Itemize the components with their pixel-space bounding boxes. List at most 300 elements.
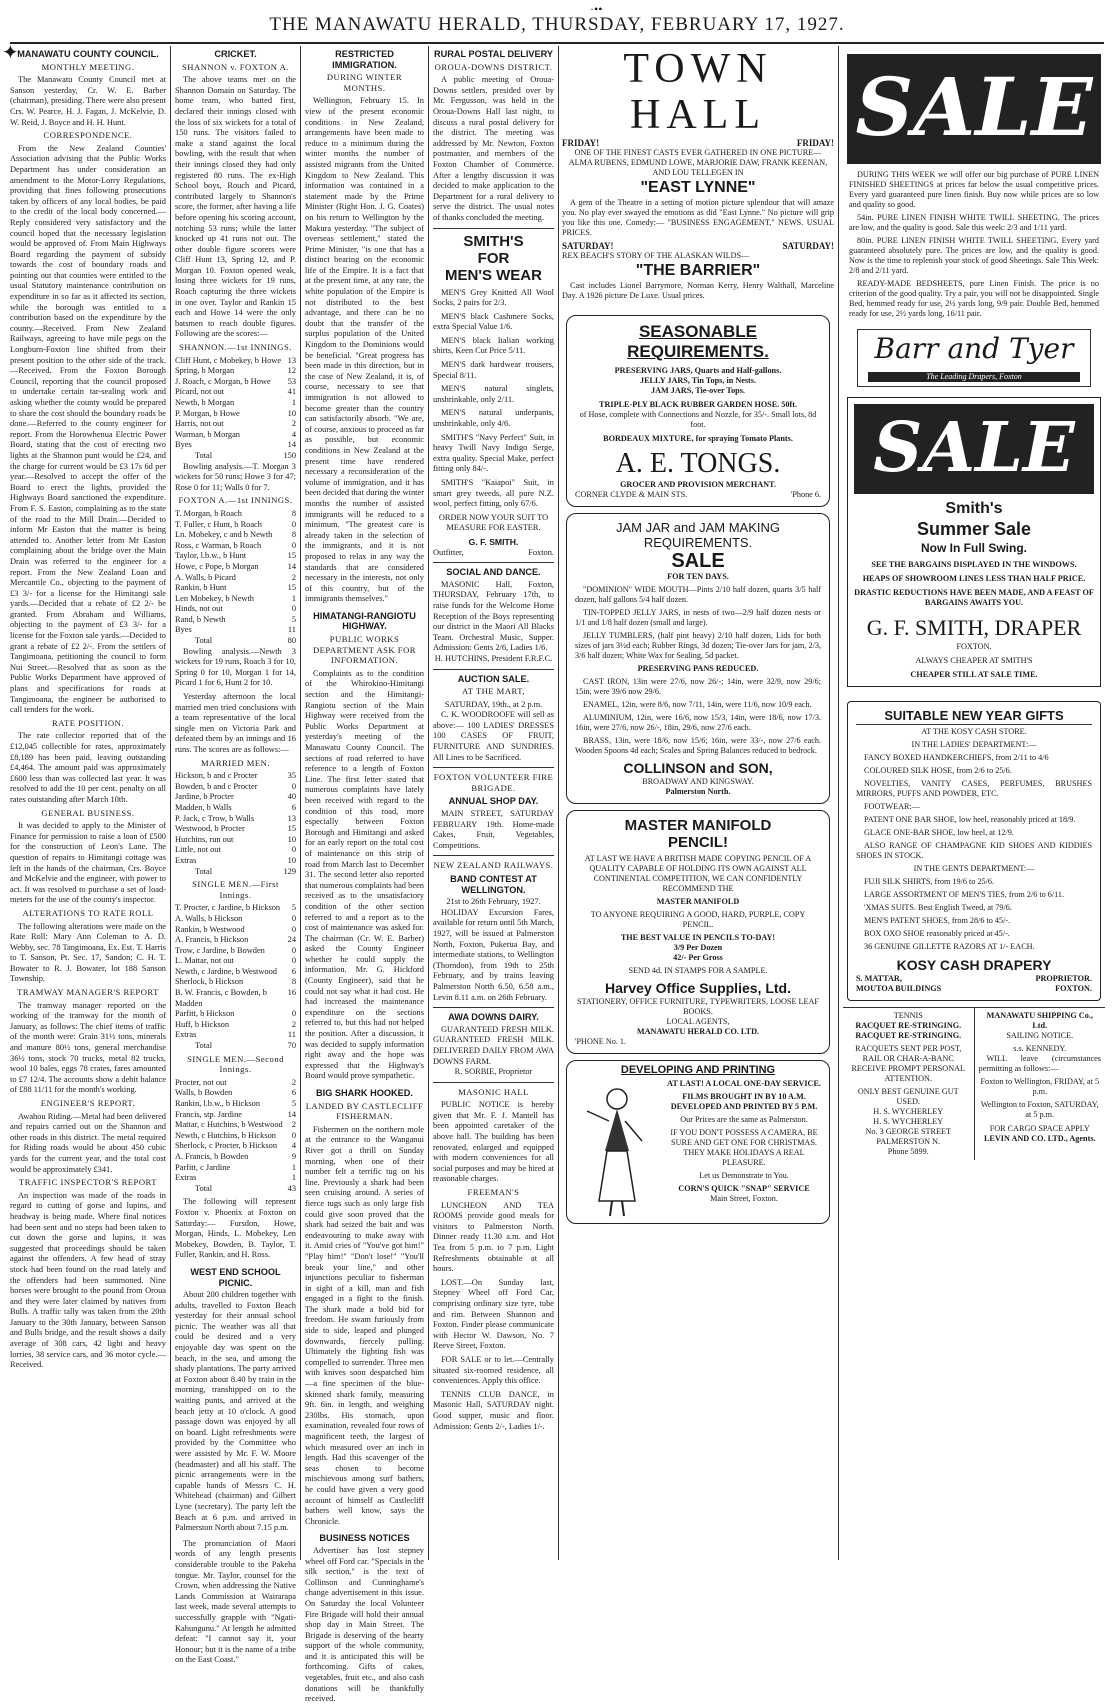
smith-sale-ad <box>847 397 1101 687</box>
score-row <box>175 541 296 552</box>
player-runs: 8 <box>291 508 296 518</box>
player-name: Newth, c Hutchins, b Hickson <box>175 1130 276 1140</box>
player-runs: 2 <box>291 1077 296 1087</box>
article-heading: RESTRICTED IMMIGRATION. <box>332 49 397 70</box>
notice-subheading: AT THE MART, <box>461 686 526 697</box>
score-row <box>175 856 296 867</box>
player-runs: 0 <box>291 1130 296 1140</box>
score-row <box>175 1131 296 1142</box>
list-item: TIN-TOPPED JELLY JARS, in nests of two—2/9 half dozen nests or 1/1 and 1/8 half dozen (small and large). <box>575 608 821 627</box>
notice-heading: FOXTON VOLUNTEER FIRE BRIGADE. <box>433 772 554 793</box>
player-name: P. Jack, c Trow, b Walls <box>175 813 255 823</box>
developing-line: Main Street, Foxton. <box>710 1194 778 1203</box>
player-name: Byes <box>175 440 192 450</box>
tennis-notice <box>843 1008 975 1160</box>
score-total: Total 150 <box>195 450 296 460</box>
score-total: Total 80 <box>195 636 296 646</box>
notice-signature: R. SORBIE, Proprietor <box>454 1067 533 1077</box>
player-name: Sherlock, c Procter, b Hickson <box>175 1141 278 1151</box>
tongs-sub: GROCER AND PROVISION MERCHANT. <box>620 480 776 489</box>
gfsmith-town: FOXTON. <box>956 642 992 651</box>
player-runs: 1 <box>291 1173 296 1183</box>
smith-sale-name: Smith's <box>945 500 1003 517</box>
score-row <box>175 594 296 605</box>
player-runs: 14 <box>287 440 296 450</box>
section-heading: CORRESPONDENCE. <box>43 130 133 141</box>
player-name: T. Fuller, c Hunt, b Roach <box>175 519 262 529</box>
list-line: H. S. WYCHERLEY <box>873 1107 944 1116</box>
score-row <box>175 935 296 946</box>
player-name: Madden, b Walls <box>175 802 232 812</box>
section-heading: ENGINEER'S REPORT. <box>40 1098 136 1108</box>
article-text: Awahou Riding.—Metal had been delivered and repairs carried out on the Shannon and other roads in this district. The metal required for Riding roads would be about 450 cubic yards for the current year, and the total cost would be approximately £341. <box>10 1111 166 1174</box>
player-name: J. Roach, c Morgan, b Howe <box>175 376 271 386</box>
player-runs: 24 <box>287 935 296 945</box>
score-row <box>175 803 296 814</box>
player-name: Len Mobekey, b Newth <box>175 593 254 603</box>
section-heading: RATE POSITION. <box>52 717 124 728</box>
player-name: Cliff Hunt, c Mobekey, b Howe <box>175 355 282 365</box>
notice-text: C. K. WOODROOFE will sell as above:— 100 LADIES' DRESSES 100 CASES OF FRUIT, FURNITURE AND SUNDRIES. All Lines to be Sacrificed. <box>433 710 554 762</box>
gfsmith-line: CHEAPER STILL AT SALE TIME. <box>910 670 1038 679</box>
section-heading: ALTERATIONS TO RATE ROLL <box>22 907 154 918</box>
harvey-phone: 'PHONE No. 1. <box>575 1037 627 1046</box>
gifts-items <box>856 753 1092 861</box>
player-name: P. Morgan, b Howe <box>175 408 240 418</box>
score-row <box>175 1163 296 1174</box>
list-item: MEN'S natural singlets, unshrinkable, only 2/11. <box>433 384 554 404</box>
player-runs: 2 <box>291 1120 296 1130</box>
shipping-line: Wellington to Foxton, SATURDAY, at 5 p.m. <box>980 1100 1099 1119</box>
player-name: Parfitt, c Jardine <box>175 1162 231 1172</box>
score-row <box>175 509 296 520</box>
article-subheading: OROUA-DOWNS DISTRICT. <box>434 61 553 72</box>
notice-date: 21st to 26th February, 1927. <box>446 897 541 907</box>
tongs-title: SEASONABLE REQUIREMENTS. <box>627 322 769 361</box>
list-item: CAST IRON, 13in were 27/6, now 26/-; 14in, were 32/9, now 29/6; 15in, were 39/6 now 29/6. <box>575 677 821 696</box>
list-line: H. S. WYCHERLEY <box>873 1117 944 1126</box>
notice-heading: NEW ZEALAND RAILWAYS. <box>433 860 554 871</box>
gifts-sub: AT THE KOSY CASH STORE. <box>921 727 1027 736</box>
player-runs: 6 <box>291 1088 296 1098</box>
article-text: Complaints as to the condition of the Whirokino-Himitangi section and the Himitangi-Rangiotu section of the Main Highway were received from the Public Works Department at yesterday's meeting of the Manawatu County Council. The sections of road referred to have reference to a length of Foxton Line. The first letter stated that numerous complaints have lately been received with regard to the condition of this road, more especially between Foxton Borough and Himitangi and asked for an early report on the total cost of maintenance on this strip of road from March last to December 31. The second letter also reported that numerous complaints had been received as to the unsatisfactory condition of the other section referred to and a report as to the cost of maintenance was asked for. The chairman (Cr. W. E. Barber) asked the County Engineer whether he could supply the information. Mr. G. Hickford (County Engineer), said that he could not say what it had cost. He had increased the maintenance expenditure on the sections referred to, but this had not helped the position. After a discussion, it was decided to supply information right away and the hope was expressed that the Highway's Board would prove sympathetic. <box>305 668 424 1081</box>
player-runs: 6 <box>291 802 296 812</box>
article-text: Advertiser has lost stepney wheel off Ford car. "Specials in the silk section," is the text of Collinson and Cunninghame's change advertisement in this issue. On Saturday the local Volunteer Fire Brigade will hold their annual shop day in Main Street. The Brigade is deserving of the hearty support of the whole community, and it is anticipated this will be forthcoming. Gifts of cakes, vegetables, fruit etc., and also cash donations will be thankfully received. <box>305 1545 424 1704</box>
score-row <box>175 440 296 451</box>
score-total: Total 43 <box>195 1183 296 1193</box>
score-total: Total 129 <box>195 866 296 876</box>
pencil-text: TO ANYONE REQUIRING A GOOD, HARD, PURPLE, COPY PENCIL. <box>590 910 806 929</box>
pencil-ad <box>566 810 830 1054</box>
player-name: Extras <box>175 1173 197 1183</box>
gifts-dept: IN THE GENTS DEPARTMENT:— <box>913 864 1035 873</box>
player-name: A. Francis, b Bowden <box>175 1151 249 1161</box>
column-immigration <box>305 46 424 1704</box>
score-row <box>175 1141 296 1152</box>
gifts-title: SUITABLE NEW YEAR GIFTS <box>856 708 1092 725</box>
player-name: T. Procter, c Jardine, b Hickson <box>175 903 281 913</box>
player-runs: 1 <box>291 1162 296 1172</box>
collinson-name: COLLINSON and SON, <box>623 760 773 776</box>
townhall-actors: ALMA RUBENS, EDMUND LOWE, MARJORIE DAW, FRANK KEENAN, AND LOU TELLEGEN IN <box>568 158 828 177</box>
score-row <box>175 782 296 793</box>
player-runs: 8 <box>291 530 296 540</box>
article-heading: MANAWATU COUNTY COUNCIL. <box>17 49 159 59</box>
barr-ad-items <box>849 213 1099 319</box>
player-name: Rankin, b Westwood <box>175 924 245 934</box>
player-runs: 8 <box>291 977 296 987</box>
townhall-days: SATURDAY! SATURDAY! <box>562 241 834 251</box>
list-item: READY-MADE BEDSHEETS, pure Linen Finish. The price is no criterion of the good quality. Try a pair, you will not be disappointed. Single Bed, hemmed ready for use, 2½ yards long, 9/9 pair. Double Bed, hemmed ready for use, 2½ yards long, 16/11 pair. <box>849 279 1099 318</box>
developing-line: AT LAST! A LOCAL ONE-DAY SERVICE. <box>667 1079 821 1088</box>
notice-heading: MASONIC HALL <box>458 1086 529 1097</box>
article-subheading: DURING WINTER MONTHS. <box>326 72 403 93</box>
score-row <box>175 814 296 825</box>
score-row <box>175 356 296 367</box>
score-table <box>175 509 296 636</box>
player-runs: 11 <box>287 625 296 635</box>
player-name: Newth, b Morgan <box>175 398 235 407</box>
column-rule <box>170 46 171 1560</box>
score-row <box>175 1009 296 1020</box>
column-rule <box>558 46 559 1560</box>
list-item: FANCY BOXED HANDKERCHIEFS, from 2/11 to 4/6 <box>864 753 1049 762</box>
article-text: A public meeting of Oroua-Downs settlers, presided over by Mr. Fergusson, was held in the Oroua-Downs Hall last night, to discuss a rural postal delivery for the district. The meeting was addressed by Mr. Newton, Foxton postmaster, and members of the Foxton Chamber of Commerce. After a lengthy discussion it was decided to make application to the Department for a rural delivery to serve the district. The usual notes of thanks concluded the meeting. <box>433 75 554 222</box>
kosy-ad <box>847 701 1101 1001</box>
shipping-notice <box>975 1008 1106 1160</box>
player-runs: 41 <box>287 387 296 397</box>
player-name: Byes <box>175 625 192 635</box>
jam-title: JAM JAR and JAM MAKING REQUIREMENTS. <box>616 520 780 550</box>
harvey-co: MANAWATU HERALD CO. LTD. <box>636 1027 760 1036</box>
masthead-rule <box>10 42 1104 44</box>
notice-text: HOLIDAY Excursion Fares, available for return until 5th March, 1927, will be issued at Palmerston North, Foxton, Pukerua Bay, and intermediate stations, to Wellington (Thorndon), from 19th to 25th February, and by trains leaving Palmerston North 6.50, 6.58 a.m., Levin 8.11 a.m. on 26th February. <box>433 907 554 1002</box>
jam-items <box>575 585 821 661</box>
notice-text: PUBLIC NOTICE is hereby given that Mr. F. J. Mantell has been appointed caretaker of the above hall. The building has been renovated, enlarged and equipped with modern conveniences for all social purposes and may be hired at reasonable charges. <box>433 1100 554 1184</box>
section-heading: TRAFFIC INSPECTOR'S REPORT <box>18 1177 158 1188</box>
tongs-name: A. E. TONGS. <box>615 448 781 479</box>
score-row <box>175 946 296 957</box>
player-name: Hinds, not out <box>175 604 223 614</box>
pencil-title: MASTER MANIFOLD PENCIL! <box>624 817 772 851</box>
tennis-signature <box>847 1107 970 1157</box>
article-text: Fishermen on the northern mole at the entrance to the Wanganui River got a thrill on Sunday morning, when one of their number felt a terrific tug on his line. Previously a shark had been seen cruising around. A series of fierce tugs such as only large fish could give soon proved that the shark had seized the bait and was endeavouring to make away with it. Amid cries of "You've got him!" "Play him!" "Don't lose!" "You'll break your line," and other injunctions peculiar to fisherman in sight of a kill, man and fish engaged in a fight to the finish. The shark made a bold bid for freedom. He swam furiously from side to side, leaped and plunged downwards, fiercely pulling. Ultimately the fighting fish was compelled to surrender. Three men with knives soon despatched him—a fine specimen of the blue-skinned shark family, measuring 9ft. 6in. in length, and weighing 230lbs. His stomach, upon examination, revealed four rows of magnificent teeth, the largest of which measured over an inch in length. Had this scavenger of the seas chosen to become mischievous among surf bathers, he could have given a very good account of himself as Castlecliff bathers well know, says the Chronicle. <box>305 1124 424 1526</box>
developing-title: DEVELOPING AND PRINTING <box>620 1064 776 1076</box>
developing-line: CORN'S QUICK "SNAP" SERVICE <box>678 1184 810 1193</box>
masthead-mark: ·•• <box>590 2 603 16</box>
score-row <box>175 1020 296 1031</box>
score-row <box>175 583 296 594</box>
score-row <box>175 1152 296 1163</box>
sale-banner-text: SALE <box>873 408 1075 488</box>
player-name: Hutchins, run out <box>175 834 234 844</box>
player-name: Jardine, b Procter <box>175 792 234 802</box>
player-name: Ross, c Warman, b Roach <box>175 540 262 550</box>
townhall-days: FRIDAY! FRIDAY! <box>562 138 834 148</box>
player-runs: 0 <box>291 956 296 966</box>
score-row <box>175 419 296 430</box>
article-heading: WEST END SCHOOL PICNIC. <box>190 1266 281 1288</box>
innings-heading: SHANNON.—1st INNINGS. <box>179 342 292 353</box>
article-text: The pronunciation of Maori words of any length presents considerable trouble to the Pakeha tongue. Mr. Taylor, counsel for the Crown, when addressing the Native Lands Commission at Wairarapa last week, made several attempts to successfully grapple with "Ngati-Kahungunu." At length he admitted defeat: "I cannot say it, your Honour; but it is the name of a tribe on the East Coast." <box>175 1538 296 1665</box>
bottom-notices <box>843 1007 1105 1160</box>
article-text: The above teams met on the Shannon Domain on Saturday. The home team, who batted first, declared their innings closed with the loss of six wickets for a total of 150 runs. The visitors failed to make a stand against the local bowling, with the result that when their innings closed they had only registered 80 runs. The ex-High School boys, Rouch and Picard, contributed largely to Shannon's score, the former, after having a life before opening his scoring account, notching 53 runs; while the latter knocked up 41 runs not out. The other double figure scorers were Cliff Hunt 13, Spring 12, and P. Morgan 10. Foxton opened weak, losing three wickets for 19 runs, Roach capturing the three wickets in one over. Taylor and Rankin 15 each and Howe 14 were the only batsmen to reach double figures. Following are the scores:— <box>175 75 296 339</box>
smith-ad-title: SMITH'S FOR MEN'S WEAR <box>445 232 542 284</box>
jam-days: FOR TEN DAYS. <box>667 572 729 581</box>
player-runs: 9 <box>291 1151 296 1161</box>
score-table <box>175 1078 296 1184</box>
list-item: SMITH'S "Kaiapoi" Suit, in smart grey tweeds, all pure N.Z. wool, perfect fitting, only 67/6. <box>433 478 554 509</box>
score-row <box>175 377 296 388</box>
player-runs: 11 <box>287 1030 296 1040</box>
barr-logo: Barr and Tyer The Leading Drapers, Foxton <box>857 329 1091 387</box>
notice-heading: ANNUAL SHOP DAY. <box>448 796 539 807</box>
shipping-line: Foxton to Wellington, FRIDAY, at 5 p.m. <box>980 1077 1100 1096</box>
list-item: 54in. PURE LINEN FINISH WHITE TWILL SHEETING. The prices are low, and the quality is good. Sale this week: 2/3 and 1/11 yard. <box>849 213 1099 232</box>
tongs-item: BORDEAUX MIXTURE, for spraying Tomato Plants. <box>603 434 793 443</box>
score-row <box>175 430 296 441</box>
player-name: Rankin, b Hunt <box>175 583 227 593</box>
score-row <box>175 845 296 856</box>
score-row <box>175 604 296 615</box>
score-table <box>175 771 296 866</box>
article-text: An inspection was made of the roads in regard to cutting of gorse and lupins, and headway is being made. Where final notices had been sent and no steps had been taken to cut down the gorse and lupins, it was suggested that proceedings should be taken against the offenders. A few head of stray stock had been found on the road lately and the offenders had been summoned. Nine horses were brought to the pound from Oroua and they were later claimed by natives from Bulls. A traffic tally was taken from the 20th January to the 30th January, between Sanson and Bulls bridge, and the result shows a daily average of 308 cars, 42 light and heavy lorries, 38 service cars, and 36 motor cycle.—Received. <box>10 1190 166 1370</box>
tennis-heading: RACQUET RE-STRINGING. <box>855 1021 962 1030</box>
kosy-name: KOSY CASH DRAPERY <box>896 957 1052 973</box>
player-name: Picard, not out <box>175 387 225 397</box>
pencil-price: 3/9 Per Dozen <box>673 943 723 952</box>
score-row <box>175 398 296 409</box>
article-heading: HIMATANGI-RANGIOTU HIGHWAY. <box>313 610 416 632</box>
list-item: COLOURED SILK HOSE, from 2/6 to 25/6. <box>864 766 1012 775</box>
pencil-best: THE BEST VALUE IN PENCILS TO-DAY! <box>620 933 776 942</box>
pencil-price: 42/- Per Gross <box>673 953 723 962</box>
developing-line: Let us Demonstrate to You. <box>699 1171 789 1180</box>
list-item: MEN'S dark hardwear trousers, Special 8/11. <box>433 360 554 380</box>
shipping-cargo: FOR CARGO SPACE APPLY <box>989 1124 1090 1133</box>
notice-heading: BAND CONTEST AT WELLINGTON. <box>450 874 537 895</box>
masthead-title: THE MANAWATU HERALD, THURSDAY, FEBRUARY 17, 1927. <box>269 14 845 35</box>
player-runs: 14 <box>287 561 296 571</box>
article-text: About 200 children together with adults, travelled to Foxton Beach yesterday for their annual school picnic. The weather was all that could be desired and a very enjoyable day was spent on the beach, in the sea, and among the shady plantations. The party arrived at Foxton about 8.40 by train in the morning, transhipped on to the waiting punts, and arrived at the beach jetty at 10 o'clock. A good passage down was enjoyed by all on board. Light refreshments were provided by the Committee who were assisted by Mr. F. W. Moore (headmaster) and all his staff. The picnic arrangements were in the capable hands of Messrs C. H. Whitehead (chairman) and Gilbert Lyne (secretary). The party left the Beach at 6 p.m. and arrived in Palmerston North about 7.15 p.m. <box>175 1290 296 1533</box>
bowling-analysis: Bowling analysis.—Newth 3 wickets for 19 runs, Roach 3 for 10, Spring 0 for 10, Morgan 1 for 14, Picard 1 for 6, Hunt 2 for 10. <box>175 646 296 688</box>
barr-ad-intro: DURING THIS WEEK we will offer our big purchase of PURE LINEN FINISHED SHEETINGS at prices far below the usual competitive prices. Every yard guaranteed pure linen finish. Buy now while prices are so low and quality so good. <box>849 170 1099 209</box>
list-item: MEN'S PATENT SHOES, from 28/6 to 45/-. <box>864 916 1011 925</box>
article-subheading: MONTHLY MEETING. <box>41 61 135 72</box>
notice-text: TENNIS CLUB DANCE, in Masonic Hall, SATURDAY night. Good supper, music and floor. Admission: Gents 2/-, Ladies 1/-. <box>433 1389 554 1431</box>
player-name: L. Mattar, not out <box>175 956 234 966</box>
list-line: Phone 5899. <box>887 1147 929 1156</box>
player-name: Taylor, l.b.w., b Hunt <box>175 551 247 561</box>
score-row <box>175 792 296 803</box>
player-runs: 5 <box>291 614 296 624</box>
film-title: "EAST LYNNE" <box>640 179 756 196</box>
player-name: T. Morgan, b Roach <box>175 508 242 518</box>
score-row <box>175 1173 296 1184</box>
film-text: A gem of the Theatre in a setting of motion picture splendour that will amaze you. No play ever swayed the emotions as did "East Lynne." No picture will grip you like this one. Comedy:— "BUSINESS ENGAGEMENT," NEWS. USUAL PRICES. <box>562 198 834 237</box>
list-item: FOOTWEAR:— <box>864 802 920 811</box>
gfsmith-line: ALWAYS CHEAPER AT SMITH'S <box>915 656 1033 665</box>
player-name: Harris, not out <box>175 419 224 429</box>
player-name: Howe, c Pope, b Morgan <box>175 561 259 571</box>
player-runs: 1 <box>291 398 296 407</box>
harvey-agents: LOCAL AGENTS, <box>666 1017 730 1026</box>
gfsmith-name: G. F. SMITH, DRAPER <box>866 615 1082 640</box>
score-row <box>175 1110 296 1121</box>
notice-text: MASONIC Hall, Foxton, THURSDAY, February 17th, to raise funds for the Welcome Home Reception of the Boys representing our district in the Maori All Blacks Team. Orchestral Music, Supper. Admission: Gents 2/6, Ladies 1/6. <box>433 579 554 653</box>
list-item: 80in. PURE LINEN FINISH WHITE TWILL SHEETING. Every yard guaranteed absolutely pure. The prices are low, and the quality is good. Now is the time to replenish your stock of good Sheetings. Sale This Week: 2/8 and 2/11 yard. <box>849 236 1099 275</box>
pencil-text: AT LAST WE HAVE A BRITISH MADE COPYING PENCIL OF A QUALITY CAPABLE OF HOLDING ITS OWN AGAINST ALL CONTINENTAL COMPETITION, WE CAN CONFIDENTLY RECOMMEND THE <box>584 854 812 893</box>
article-text: The following alterations were made on the Rate Roll: Mary Ann Coleman to A. D. Webby, sec. 78 Tangimoana, Ex. Est. T. Harris to T. Sanson, Pt. Sec. 17, Sandon; C. H. T. Bowater to R. J. Bowater, lot 188 Sanson Township. <box>10 921 166 984</box>
list-item: "DOMINION" WIDE MOUTH—Pints 2/10 half dozen, quarts 3/5 half dozen, half gallons 5/4 half dozen. <box>575 585 821 604</box>
player-name: Extras <box>175 855 197 865</box>
score-table <box>175 903 296 1041</box>
score-table <box>175 356 296 451</box>
article-heading: BIG SHARK HOOKED. <box>316 1088 413 1098</box>
player-name: Warman, b Morgan <box>175 429 240 439</box>
score-row <box>175 387 296 398</box>
score-row <box>175 835 296 846</box>
score-row <box>175 1120 296 1131</box>
gifts-dept: IN THE LADIES' DEPARTMENT:— <box>911 740 1037 749</box>
player-runs: 10 <box>287 408 296 418</box>
player-runs: 5 <box>291 1099 296 1108</box>
player-name: Trow, c Jardine, b Bowden <box>175 945 265 955</box>
column-notices <box>433 46 554 1560</box>
player-name: Parfitt, b Hickson <box>175 1009 235 1019</box>
article-subheading: PUBLIC WORKS DEPARTMENT ASK FOR INFORMATION. <box>312 634 417 666</box>
shipping-heading: MANAWATU SHIPPING Co., Ltd. <box>986 1011 1093 1030</box>
player-name: Westwood, b Procter <box>175 824 245 834</box>
column-rule <box>300 46 301 1560</box>
section-heading: GENERAL BUSINESS. <box>41 807 135 818</box>
smith-sale-line: DRASTIC REDUCTIONS HAVE BEEN MADE, AND A FEAST OF BARGAINS AWAITS YOU. <box>854 588 1094 607</box>
gifts-items <box>856 877 1092 952</box>
smith-ad-signature: G. F. SMITH. <box>468 536 519 547</box>
smith-sale-swing: Now In Full Swing. <box>921 541 1027 555</box>
score-row <box>175 771 296 782</box>
player-name: Francis, stp. Jardine <box>175 1109 242 1119</box>
player-runs: 6 <box>291 966 296 976</box>
notice-text: LOST.—On Sunday last, Stepney Wheel off Ford Car, comprising ordinary size tyre, tube and rim. Between Shannon and Foxton. Finder please communicate with Hector W. Dawson, No. 7 Reeve Street, Foxton. <box>433 1277 554 1351</box>
score-row <box>175 956 296 967</box>
player-runs: 0 <box>291 924 296 934</box>
smith-sale-line: SEE THE BARGAINS DISPLAYED IN THE WINDOWS. <box>871 560 1077 569</box>
article-heading: RURAL POSTAL DELIVERY <box>433 49 554 59</box>
list-item: FUJI SILK SHIRTS, from 19/6 to 25/6. <box>864 877 995 886</box>
player-runs: 10 <box>287 855 296 865</box>
list-item: ALSO RANGE OF CHAMPAGNE KID SHOES AND KIDDIES SHOES IN STOCK. <box>856 841 1092 860</box>
score-row <box>175 925 296 936</box>
bowling-analysis: Bowling analysis.—T. Morgan 3 wickets for 50 runs; Howe 3 for 47; Rose 0 for 11; Walls 0 for 7. <box>175 461 296 492</box>
list-item: LARGE ASSORTMENT OF MEN'S TIES, from 2/6 to 6/11. <box>864 890 1065 899</box>
player-name: Little, not out <box>175 845 221 855</box>
player-name: Sherlock, b Hickson <box>175 977 244 987</box>
player-runs: 13 <box>287 813 296 823</box>
section-heading: TRAMWAY MANAGER'S REPORT <box>17 987 159 998</box>
notice-text: GUARANTEED FRESH MILK. GUARANTEED FRESH MILK. DELIVERED DAILY FROM AWA DOWNS FARM. <box>433 1024 554 1066</box>
smith-sale-line: HEAPS OF SHOWROOM LINES LESS THAN HALF PRICE. <box>862 574 1086 583</box>
score-total: Total 70 <box>195 1041 296 1051</box>
developing-line: IF YOU DON'T POSSESS A CAMERA, BE SURE AND GET ONE FOR CHRISTMAS. THEY MAKE HOLIDAYS A REAL PLEASURE. <box>670 1128 818 1167</box>
notice-heading: FREEMAN'S <box>467 1187 520 1198</box>
score-row <box>175 530 296 541</box>
sale-banner <box>847 54 1101 164</box>
article-text: The following will represent Foxton v. Phoenix at Foxton on Saturday:— Fursdon, Howe, Morgan, Hinds, L. Mobekey, Len Mobekey, Bowden, B. Taylor, T. Fuller, Rankin, and H. Ross. <box>175 1197 296 1260</box>
notice-heading: AUCTION SALE. <box>457 673 530 684</box>
shipping-text: WILL leave (circumstances permitting as follows:— <box>978 1054 1101 1073</box>
player-runs: 4 <box>291 1141 296 1151</box>
list-line: PALMERSTON N. <box>876 1137 941 1146</box>
notice-text: LUNCHEON AND TEA ROOMS provide good meals for visitors to Palmerston North. Dinner ready 11.30 a.m. and Hot Tea from 5 p.m. to 7 p.m. Light Refreshments obtainable at all hours. <box>433 1200 554 1274</box>
article-text: Wellington, February 15. In view of the present economic conditions in New Zealand, arrangements have been made to reduce to a minimum during the winter months the number of assisted migrants from the United Kingdom to New Zealand. This information was contained in a statement made by the Prime Minister (Right Hon. J. G. Coates) on his return to Wellington by the Makura yesterday. "The subject of overseas settlement," stated the Prime Minister, "is one that has a distinct bearing on the economic life of the Empire. It is a fact that at the present time, at any rate, the white population of the Empire is not distributed to the best advantage, and there can be no doubt that the transfer of the surplus population of the United Kingdom to the Dominions would be beneficial. "Great progress has been made in this direction, but in the case of New Zealand, it is, of course, necessary to see that immigration is not allowed to become greater than the country can satisfactorily absorb. "We are, of course, anxious to proceed as far as possible, but economic conditions in New Zealand at the present time have rendered necessary a reconsideration of the volume of immigration, and it has been decided that during the winter months the number of assisted immigrants will be reduced to a minimum. "The greatest care is already taken in the selection of the immigrants, and it is not proposed to relax in any way the standards that are considered necessary in the interests, not only of this country, but of the immigrants themselves." <box>305 96 424 604</box>
townhall-title: TOWN HALL <box>623 46 773 138</box>
player-runs: 2 <box>291 419 296 429</box>
tongs-item: PRESERVING JARS, Quarts and Half-gallons. <box>614 366 782 375</box>
tongs-item: JELLY JARS, Tin Tops, in Nests. <box>639 376 757 385</box>
score-row <box>175 988 296 1009</box>
list-item: GLACE ONE-BAR SHOE, low heel, at 12/9. <box>864 828 1014 837</box>
player-name: Ln. Mobekey, c and b Newth <box>175 530 273 540</box>
player-name: A. Walls, b Picard <box>175 572 236 582</box>
player-runs: 0 <box>291 913 296 923</box>
notice-heading: SOCIAL AND DANCE. <box>446 567 541 578</box>
player-runs: 5 <box>291 903 296 913</box>
list-item: PATENT ONE BAR SHOE, low heel, reasonably priced at 18/9. <box>864 815 1076 824</box>
list-item: 36 GENUINE GILLETTE RAZORS AT 1/- EACH. <box>864 942 1035 951</box>
player-runs: 4 <box>291 429 296 439</box>
article-text: The rate collector reported that of the £12,045 collectible for rates, approximately £8,189 has been paid, leaving outstanding £4,464. The amount paid was approximately £600 less than was collected last year. It was resolved to add the 10 per cent. penalty on all rates outstanding after March 10th. <box>10 731 166 804</box>
player-runs: 0 <box>291 1009 296 1019</box>
tongs-address: CORNER CLYDE & MAIN STS. 'Phone 6. <box>575 490 821 499</box>
tongs-item: of Hose, complete with Connections and Nozzle, for 35/-. Small lots, 8d foot. <box>579 410 817 429</box>
player-name: Extras <box>175 1030 197 1040</box>
player-name: Bowden, b and c Procter <box>175 781 258 791</box>
developing-line: Our Prices are the same as Palmerston. <box>680 1115 808 1124</box>
list-item: BOX OXO SHOE reasonably priced at 45/-. <box>864 929 1010 938</box>
article-heading: CRICKET. <box>214 49 257 59</box>
tongs-ad <box>566 315 830 507</box>
column-ads <box>562 46 834 1560</box>
article-heading: BUSINESS NOTICES <box>319 1533 410 1544</box>
player-runs: 10 <box>287 834 296 844</box>
score-row <box>175 562 296 573</box>
list-item: NOVELTIES, VANITY CASES, PERFUMES, BRUSHES MIRRORS, PUFFS AND POWDER, ETC. <box>856 779 1092 798</box>
player-runs: 53 <box>287 376 296 386</box>
sale-banner-text: SALE <box>855 60 1093 154</box>
player-name: Spring, b Morgan <box>175 366 235 376</box>
article-subheading: SHANNON v. FOXTON A. <box>182 61 289 72</box>
player-runs: 40 <box>287 792 296 802</box>
score-row <box>175 824 296 835</box>
score-row <box>175 914 296 925</box>
notice-date: SATURDAY, 19th., at 2 p.m. <box>444 699 543 709</box>
column-cricket <box>175 46 296 1665</box>
notice-heading: AWA DOWNS DAIRY. <box>448 1012 539 1023</box>
player-runs: 15 <box>287 551 296 561</box>
innings-heading: MARRIED MEN. <box>200 757 271 768</box>
player-runs: 0 <box>291 781 296 791</box>
score-row <box>175 967 296 978</box>
player-name: Rankin, l.b.w., b Hickson <box>175 1099 261 1108</box>
list-item: ALUMINIUM, 12in, were 16/6, now 15/3, 14in, were 18/6, now 17/3. 16in, were 27/6, now 26/-, 18in, 29/6, now 27/6 each. <box>575 713 821 732</box>
collinson-address: BROADWAY AND KINGSWAY. <box>642 777 754 786</box>
score-row <box>175 366 296 377</box>
score-row <box>175 520 296 531</box>
player-name: B. W. Francis, c Bowden, b Madden <box>175 988 267 1008</box>
column-drapers <box>843 46 1105 1560</box>
pans-items <box>575 677 821 756</box>
